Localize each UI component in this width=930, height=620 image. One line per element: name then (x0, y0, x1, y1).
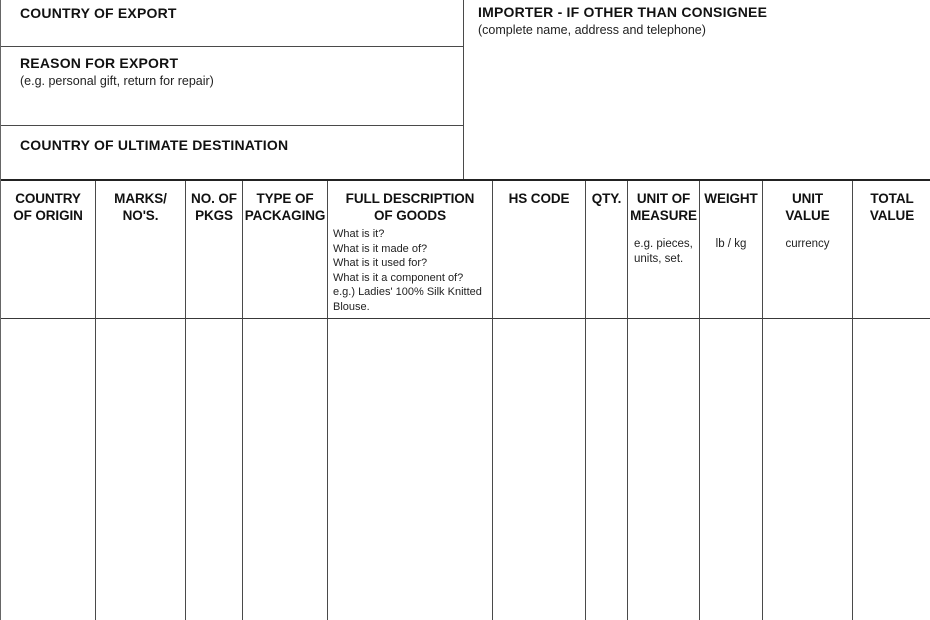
importer-hint: (complete name, address and telephone) (478, 23, 706, 37)
description-example: e.g.) Ladies' 100% Silk Knitted (333, 286, 482, 299)
cell-qty[interactable] (586, 319, 628, 620)
goods-table (1, 179, 930, 620)
cell-unit-of-measure[interactable] (628, 319, 700, 620)
cell-unit-value[interactable] (763, 319, 853, 620)
cell-full-description[interactable] (328, 319, 493, 620)
cell-type-of-packaging[interactable] (243, 319, 328, 620)
cell-country-of-origin[interactable] (1, 319, 96, 620)
weight-unit-hint: lb / kg (715, 238, 747, 250)
cell-hs-code[interactable] (493, 319, 586, 620)
col-header-line: NO'S. (122, 208, 159, 223)
unit-of-measure-hint: e.g. pieces, (634, 238, 693, 250)
col-header-line: PKGS (195, 208, 233, 223)
country-of-export-field[interactable] (1, 0, 463, 47)
col-header-line: TYPE OF (256, 191, 314, 206)
country-of-ultimate-destination-field[interactable] (1, 126, 463, 179)
col-header-line: VALUE (869, 208, 915, 223)
currency-hint: currency (785, 238, 830, 250)
description-question: What is it made of? (333, 242, 428, 255)
col-header-line: PACKAGING (244, 208, 326, 223)
col-header-line: UNIT OF (636, 191, 691, 206)
col-header-marks-nos (96, 181, 186, 319)
col-header-total-value (853, 181, 930, 319)
col-header-line: WEIGHT (704, 191, 758, 206)
description-question: What is it? (333, 228, 385, 240)
country-of-ultimate-destination-label: COUNTRY OF ULTIMATE DESTINATION (20, 137, 289, 153)
cell-total-value[interactable] (853, 319, 930, 620)
description-example: Blouse. (333, 300, 370, 313)
form-top-left-column (1, 0, 464, 179)
col-header-line: NO. OF (191, 191, 237, 206)
col-header-line: MEASURE (630, 208, 697, 223)
col-header-hs-code (493, 181, 586, 319)
description-question: What is it a component of? (333, 271, 464, 284)
col-header-line: HS CODE (508, 191, 570, 206)
reason-for-export-label: REASON FOR EXPORT (20, 55, 179, 71)
col-header-line: MARKS/ (114, 191, 167, 206)
reason-for-export-hint: (e.g. personal gift, return for repair) (20, 74, 214, 88)
col-header-country-of-origin (1, 181, 96, 319)
col-header-line: TOTAL (870, 191, 914, 206)
col-header-type-of-packaging (243, 181, 328, 319)
col-header-unit-value (763, 181, 853, 319)
importer-field[interactable] (464, 0, 930, 179)
col-header-line: UNIT (791, 191, 824, 206)
cell-marks-nos[interactable] (96, 319, 186, 620)
col-header-line: OF ORIGIN (13, 208, 83, 223)
col-header-weight (700, 181, 763, 319)
col-header-line: COUNTRY (15, 191, 81, 206)
col-header-full-description (328, 181, 493, 319)
col-header-unit-of-measure (628, 181, 700, 319)
form-top-section (1, 0, 930, 179)
importer-label: IMPORTER - IF OTHER THAN CONSIGNEE (478, 4, 768, 20)
col-header-line: FULL DESCRIPTION (345, 191, 475, 206)
reason-for-export-field[interactable] (1, 47, 463, 126)
unit-of-measure-hint: units, set. (634, 253, 684, 265)
cell-no-of-pkgs[interactable] (186, 319, 243, 620)
col-header-line: OF GOODS (374, 208, 446, 223)
col-header-qty (586, 181, 628, 319)
description-guidance (328, 227, 492, 315)
col-header-no-of-pkgs (186, 181, 243, 319)
description-question: What is it used for? (333, 257, 428, 270)
col-header-line: QTY. (591, 191, 622, 206)
country-of-export-label: COUNTRY OF EXPORT (20, 5, 177, 21)
cell-weight[interactable] (700, 319, 763, 620)
col-header-line: VALUE (785, 208, 830, 223)
